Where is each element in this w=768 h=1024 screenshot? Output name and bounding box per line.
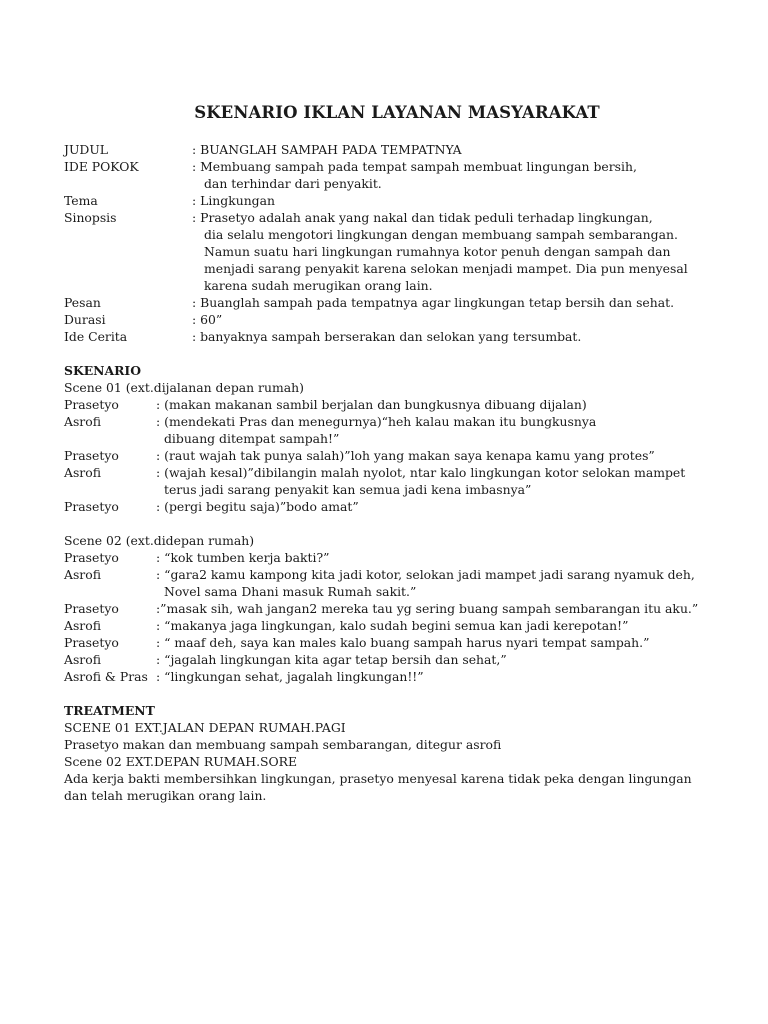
meta-continuation: karena sudah merugikan orang lain. xyxy=(204,278,433,293)
treatment-heading: TREATMENT xyxy=(64,703,155,718)
meta-row-sinopsis xyxy=(64,209,724,226)
speaker-name: Prasetyo xyxy=(64,397,119,412)
dialogue-line xyxy=(64,413,724,430)
meta-row-judul xyxy=(64,141,724,158)
meta-value: : banyaknya sampah berserakan dan selokan yang tersumbat. xyxy=(192,329,582,344)
speaker-name: Prasetyo xyxy=(64,550,119,565)
speaker-name: Asrofi & Pras xyxy=(64,669,148,684)
meta-continuation: dan terhindar dari penyakit. xyxy=(204,176,382,191)
meta-key: Sinopsis xyxy=(64,210,117,225)
dialogue-text: :”masak sih, wah jangan2 mereka tau yg sering buang sampah sembarangan itu aku.” xyxy=(156,601,699,616)
meta-row-tema xyxy=(64,192,724,209)
dialogue-line xyxy=(64,617,724,634)
meta-row-ide-pokok xyxy=(64,158,724,175)
document-title: SKENARIO IKLAN LAYANAN MASYARAKAT xyxy=(194,103,600,122)
meta-row-durasi xyxy=(64,311,724,328)
dialogue-text: : (wajah kesal)”dibilangin malah nyolot, ntar kalo lingkungan kotor selokan mampet xyxy=(156,465,686,480)
speaker-name: Asrofi xyxy=(64,465,101,480)
dialogue-text: : “jagalah lingkungan kita agar tetap bersih dan sehat,” xyxy=(156,652,507,667)
dialogue-text: : “gara2 kamu kampong kita jadi kotor, selokan jadi mampet jadi sarang nyamuk deh, xyxy=(156,567,695,582)
dialogue-line xyxy=(64,651,724,668)
meta-key: Pesan xyxy=(64,295,101,310)
metadata-block xyxy=(64,141,724,345)
dialogue-continuation: terus jadi sarang penyakit kan semua jadi kena imbasnya” xyxy=(164,482,532,497)
treatment-paragraph-line: Ada kerja bakti membersihkan lingkungan, prasetyo menyesal karena tidak peka dengan lingungan xyxy=(64,771,692,786)
dialogue-continuation: dibuang ditempat sampah!” xyxy=(164,431,340,446)
meta-continuation: menjadi sarang penyakit karena selokan menjadi mampet. Dia pun menyesal xyxy=(204,261,688,276)
speaker-name: Prasetyo xyxy=(64,448,119,463)
scene-heading: Scene 01 (ext.dijalanan depan rumah) xyxy=(64,380,304,395)
meta-key: Ide Cerita xyxy=(64,329,128,344)
dialogue-line xyxy=(64,464,724,481)
speaker-name: Asrofi xyxy=(64,618,101,633)
dialogue-text: : “lingkungan sehat, jagalah lingkungan!!” xyxy=(156,669,424,684)
dialogue-text: : “ maaf deh, saya kan males kalo buang sampah harus nyari tempat sampah.” xyxy=(156,635,650,650)
dialogue-line xyxy=(64,668,724,685)
meta-value: : Buanglah sampah pada tempatnya agar lingkungan tetap bersih dan sehat. xyxy=(192,295,675,310)
treatment-section xyxy=(64,702,724,804)
scene-01 xyxy=(64,379,724,515)
speaker-name: Prasetyo xyxy=(64,601,119,616)
speaker-name: Asrofi xyxy=(64,414,101,429)
spacer xyxy=(64,515,724,532)
speaker-name: Prasetyo xyxy=(64,499,119,514)
dialogue-text: : (mendekati Pras dan menegurnya)“heh kalau makan itu bungkusnya xyxy=(156,414,597,429)
speaker-name: Prasetyo xyxy=(64,635,119,650)
spacer xyxy=(64,685,724,702)
treatment-line: Prasetyo makan dan membuang sampah sembarangan, ditegur asrofi xyxy=(64,737,502,752)
meta-row-ide-cerita xyxy=(64,328,724,345)
speaker-name: Asrofi xyxy=(64,567,101,582)
dialogue-line xyxy=(64,600,724,617)
dialogue-line xyxy=(64,396,724,413)
scene-heading: Scene 02 (ext.didepan rumah) xyxy=(64,533,255,548)
treatment-line: SCENE 01 EXT.JALAN DEPAN RUMAH.PAGI xyxy=(64,720,346,735)
meta-value: : Prasetyo adalah anak yang nakal dan tidak peduli terhadap lingkungan, xyxy=(192,210,653,225)
dialogue-text: : “kok tumben kerja bakti?” xyxy=(156,550,330,565)
meta-key: JUDUL xyxy=(64,142,109,157)
meta-key: IDE POKOK xyxy=(64,159,139,174)
document-page xyxy=(64,104,724,804)
skenario-heading: SKENARIO xyxy=(64,363,141,378)
meta-value: : Membuang sampah pada tempat sampah membuat lingungan bersih, xyxy=(192,159,637,174)
treatment-line: Scene 02 EXT.DEPAN RUMAH.SORE xyxy=(64,754,298,769)
meta-value: : BUANGLAH SAMPAH PADA TEMPATNYA xyxy=(192,142,462,157)
dialogue-line xyxy=(64,549,724,566)
speaker-name: Asrofi xyxy=(64,652,101,667)
meta-key: Durasi xyxy=(64,312,106,327)
meta-value: : 60” xyxy=(192,312,223,327)
dialogue-line xyxy=(64,566,724,583)
dialogue-text: : (makan makanan sambil berjalan dan bungkusnya dibuang dijalan) xyxy=(156,397,587,412)
meta-key: Tema xyxy=(64,193,98,208)
meta-continuation: Namun suatu hari lingkungan rumahnya kotor penuh dengan sampah dan xyxy=(204,244,671,259)
dialogue-line xyxy=(64,498,724,515)
meta-continuation: dia selalu mengotori lingkungan dengan membuang sampah sembarangan. xyxy=(204,227,678,242)
spacer xyxy=(64,345,724,362)
meta-row-pesan xyxy=(64,294,724,311)
dialogue-continuation: Novel sama Dhani masuk Rumah sakit.” xyxy=(164,584,417,599)
dialogue-text: : “makanya jaga lingkungan, kalo sudah begini semua kan jadi kerepotan!” xyxy=(156,618,629,633)
dialogue-line xyxy=(64,447,724,464)
dialogue-line xyxy=(64,634,724,651)
dialogue-text: : (raut wajah tak punya salah)”loh yang makan saya kenapa kamu yang protes” xyxy=(156,448,655,463)
scene-02 xyxy=(64,532,724,685)
treatment-paragraph-line: dan telah merugikan orang lain. xyxy=(64,788,267,803)
meta-value: : Lingkungan xyxy=(192,193,275,208)
dialogue-text: : (pergi begitu saja)”bodo amat” xyxy=(156,499,359,514)
